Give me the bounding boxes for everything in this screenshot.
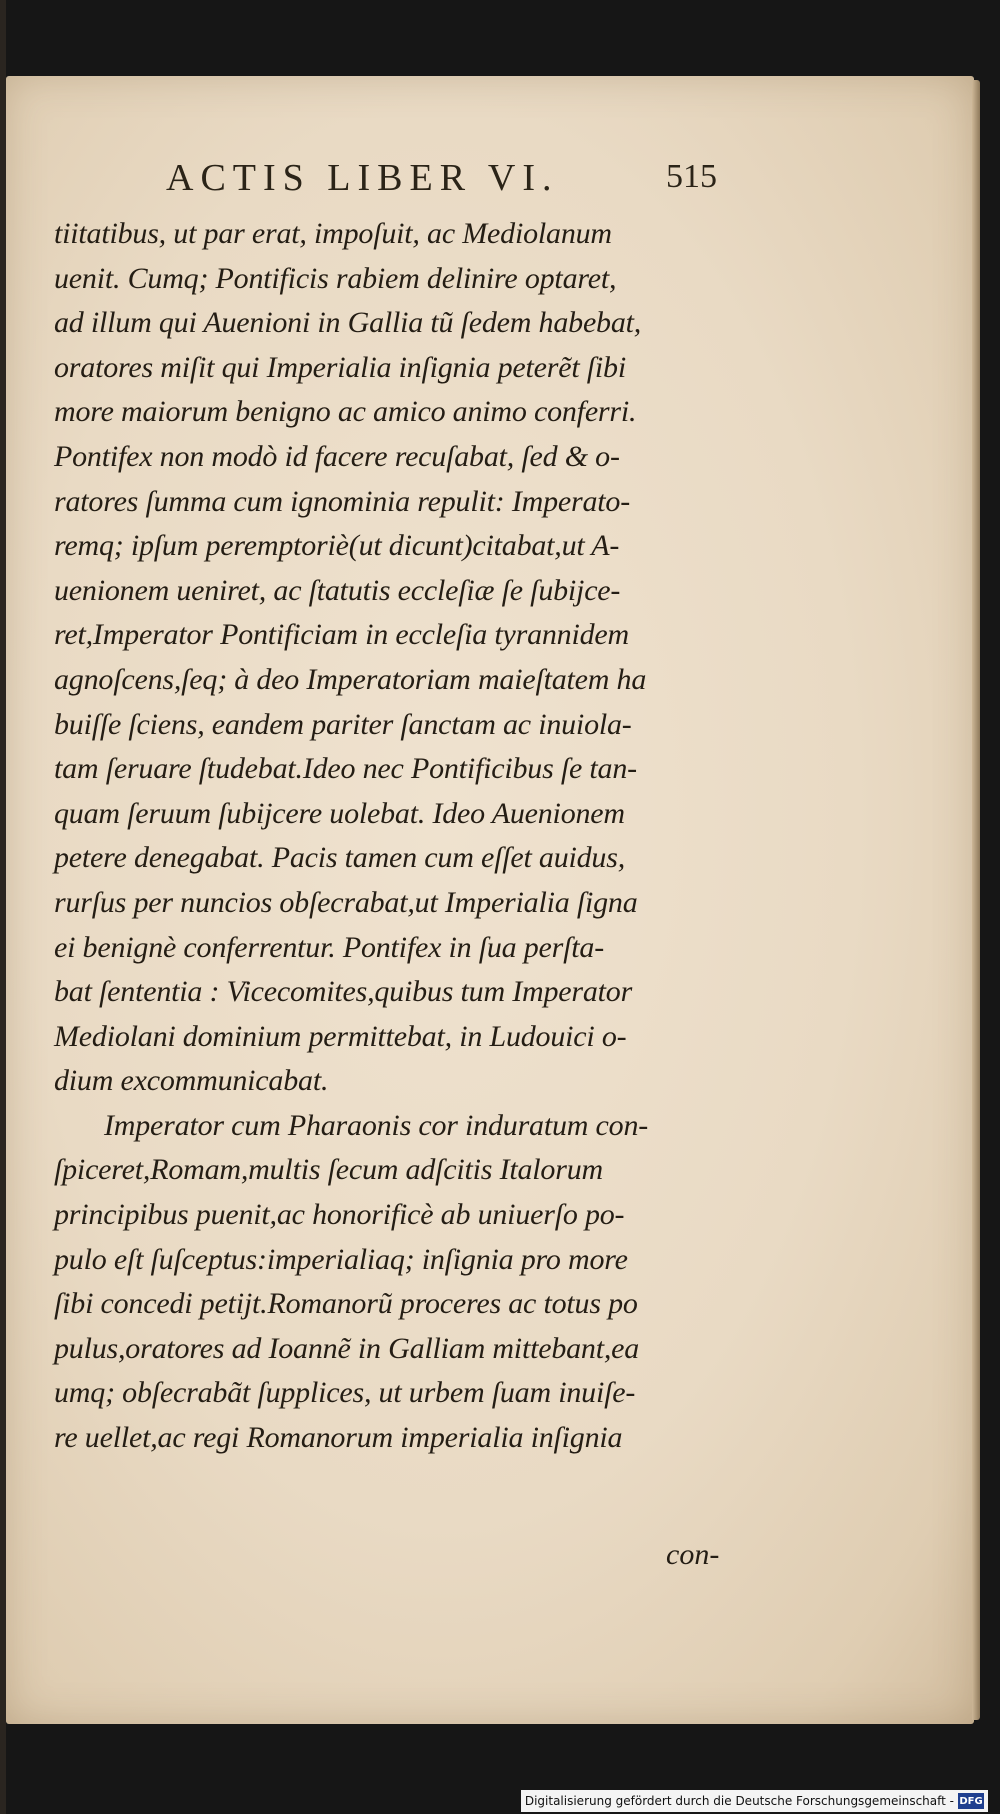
text-line: Mediolani dominium permittebat, in Ludouici o-: [54, 1019, 627, 1053]
text-line: Pontifex non modò id facere recuſabat, ſed & o-: [54, 439, 620, 473]
text-line: ſpiceret,Romam,multis ſecum adſcitis Italorum: [54, 1153, 603, 1187]
text-line: bat ſententia : Vicecomites,quibus tum Imperator: [54, 975, 633, 1009]
text-line: umq; obſecrabãt ſupplices, ut urbem ſuam inuiſe-: [54, 1376, 636, 1410]
text-line: ret,Imperator Pontificiam in eccleſia tyrannidem: [54, 618, 629, 652]
text-line: pulus,oratores ad Ioannẽ in Galliam mittebant,ea: [54, 1331, 640, 1365]
text-line: remq; ipſum peremptoriè(ut dicunt)citabat,ut A-: [54, 529, 620, 563]
text-line: rurſus per nuncios obſecrabat,ut Imperialia ſigna: [54, 885, 638, 919]
text-line: ſibi concedi petijt.Romanorũ proceres ac totus po: [54, 1287, 638, 1321]
text-line: uenit. Cumq; Pontificis rabiem delinire optaret,: [54, 261, 617, 295]
text-line: pulo eſt ſuſceptus:imperialiaq; inſignia pro more: [54, 1242, 628, 1276]
dfg-logo: DFG: [958, 1793, 984, 1809]
text-line: quam ſeruum ſubijcere uolebat. Ideo Auenionem: [54, 796, 625, 830]
text-line: oratores miſit qui Imperialia inſignia peterẽt ſibi: [54, 350, 626, 384]
running-head-title: ACTIS LIBER VI.: [166, 157, 559, 199]
text-line: ei benignè conferrentur. Pontifex in ſua perſta-: [54, 930, 604, 964]
text-line: buiſſe ſciens, eandem pariter ſanctam ac inuiola-: [54, 707, 632, 741]
body-text: [54, 212, 734, 1461]
digitization-credit: [521, 1790, 988, 1812]
text-line: tam ſeruare ſtudebat.Ideo nec Pontificibus ſe tan-: [54, 752, 637, 786]
text-line: tiitatibus, ut par erat, impoſuit, ac Mediolanum: [54, 217, 612, 250]
text-line: re uellet,ac regi Romanorum imperialia inſignia: [54, 1421, 623, 1455]
text-line: ratores ſumma cum ignominia repulit: Imperato-: [54, 484, 631, 518]
text-line: dium excommunicabat.: [54, 1064, 329, 1098]
credit-text: Digitalisierung gefördert durch die Deutsche Forschungsgemeinschaft -: [524, 1794, 954, 1808]
text-line: agnoſcens,ſeq; à deo Imperatoriam maieſtatem ha: [54, 662, 647, 696]
text-line: more maiorum benigno ac amico animo conferri.: [54, 395, 637, 429]
running-head: [6, 156, 974, 200]
text-line: ad illum qui Auenioni in Gallia tũ ſedem habebat,: [54, 306, 642, 340]
catchword: con-: [666, 1538, 720, 1571]
text-line: uenionem ueniret, ac ſtatutis eccleſiæ ſe ſubijce-: [54, 573, 621, 607]
text-line: principibus puenit,ac honorificè ab uniuerſo po-: [54, 1198, 625, 1232]
book-page: [6, 76, 974, 1724]
text-line: petere denegabat. Pacis tamen cum eſſet auidus,: [54, 841, 626, 875]
page-number: 515: [666, 158, 717, 195]
paragraph-first-line: Imperator cum Pharaonis cor induratum con-: [104, 1108, 649, 1142]
